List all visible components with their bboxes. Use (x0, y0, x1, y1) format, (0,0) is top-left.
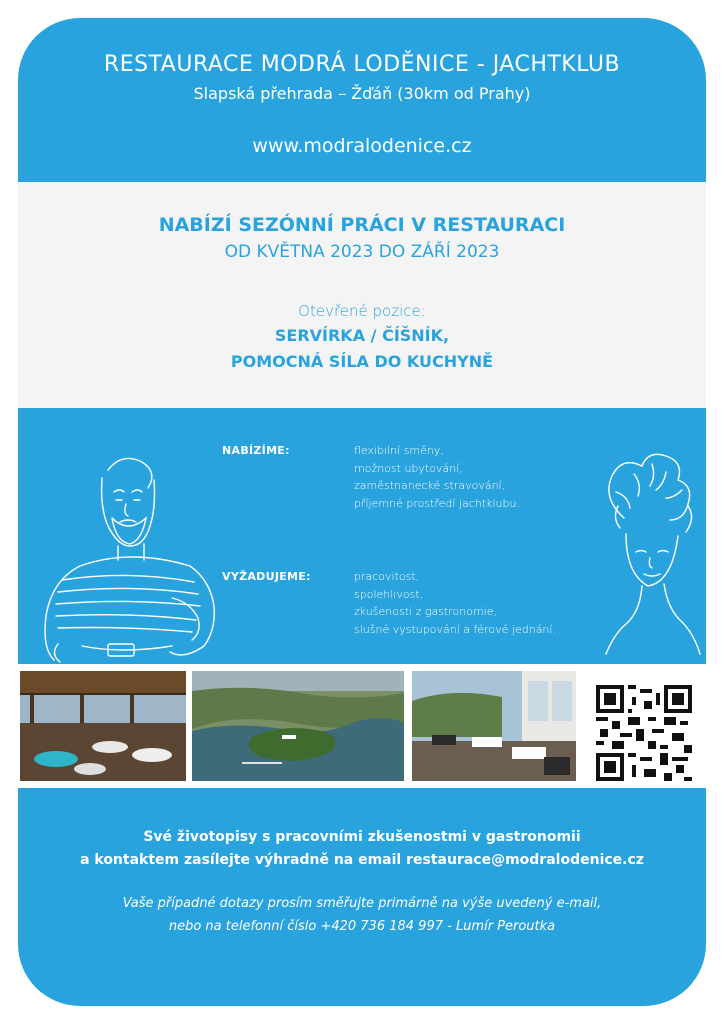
terrace-photo (412, 671, 576, 781)
cv-instruction: Své životopisy s pracovními zkušenostmi v gastronomii (143, 829, 581, 845)
list-item: slušné vystupování a férové jednání. (354, 622, 556, 636)
photo-strip (18, 664, 706, 788)
lake-aerial-photo (192, 671, 404, 781)
benefits-requirements-section (18, 408, 706, 664)
job-offer-section (18, 182, 706, 408)
contact-section (18, 788, 706, 1006)
location-text: Slapská přehrada – Žďáň (30km od Prahy) (193, 84, 531, 103)
header-section (18, 18, 706, 182)
list-item: pracovitost, (354, 570, 420, 583)
list-item: flexibilní směny, (354, 444, 444, 457)
position-waiter: SERVÍRKA / ČÍŠNÍK, (274, 326, 450, 345)
list-item: příjemné prostředí jachtklubu. (354, 496, 520, 510)
restaurant-title: RESTAURACE MODRÁ LODĚNICE - JACHTKLUB (103, 52, 621, 77)
sailor-illustration (22, 448, 232, 666)
questions-note: Vaše případné dotazy prosím směřujte primárně na výše uvedený e-mail, (122, 896, 602, 911)
list-item: zaměstnanecké stravování, (354, 479, 506, 492)
phone-contact[interactable]: nebo na telefonní číslo +420 736 184 997 - Lumír Peroutka (168, 919, 556, 934)
woman-illustration (594, 448, 704, 664)
benefits-label: NABÍZÍME: (222, 444, 290, 457)
email-instruction[interactable]: a kontaktem zasílejte výhradně na email restaurace@modralodenice.cz (80, 852, 644, 868)
restaurant-interior-photo (20, 671, 186, 781)
qr-code[interactable] (596, 678, 692, 788)
list-item: možnost ubytování, (354, 461, 463, 475)
positions-label: Otevřené pozice: (298, 302, 426, 320)
benefits-list (354, 442, 520, 512)
list-item: spolehlivost, (354, 587, 424, 601)
offer-headline: NABÍZÍ SEZÓNNÍ PRÁCI V RESTAURACI (158, 214, 566, 236)
website-link[interactable]: www.modralodenice.cz (252, 135, 472, 157)
offer-period: OD KVĚTNA 2023 DO ZÁŘÍ 2023 (224, 242, 500, 262)
position-kitchen-help: POMOCNÁ SÍLA DO KUCHYNĚ (230, 352, 494, 371)
requirements-label: VYŽADUJEME: (222, 570, 311, 583)
requirements-list (354, 568, 556, 638)
list-item: zkušenosti z gastronomie, (354, 605, 497, 618)
